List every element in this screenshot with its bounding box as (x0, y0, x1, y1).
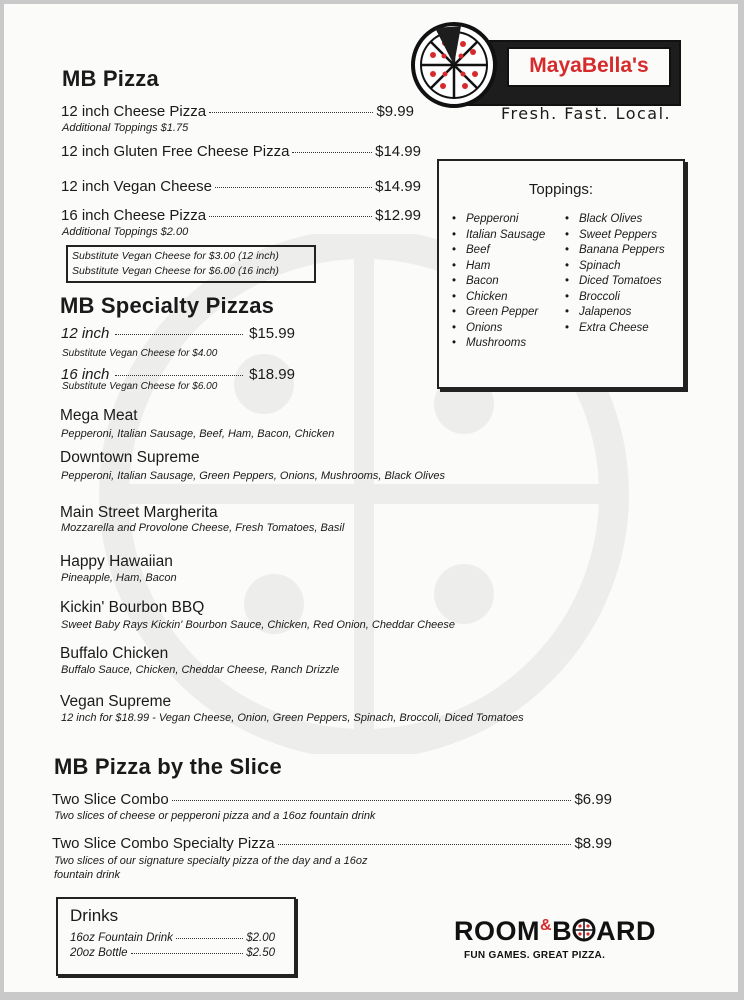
toppings-list-1 (452, 213, 545, 353)
topping: • Spinach (565, 260, 665, 276)
slice-item: Two Slice Combo $6.99 (52, 791, 612, 808)
menu-item: 12 inch Gluten Free Cheese Pizza $14.99 (61, 143, 421, 160)
logo-room: ROOM (454, 916, 540, 946)
pizza-logo-icon (411, 22, 497, 108)
slice-heading: MB Pizza by the Slice (54, 754, 282, 779)
logo-tagline: Fresh. Fast. Local. (501, 104, 672, 123)
item-note: Additional Toppings $2.00 (62, 226, 189, 238)
topping: • Banana Peppers (565, 244, 665, 260)
menu-sheet (4, 4, 738, 992)
substitute-box: Substitute Vegan Cheese for $3.00 (12 inch) Substitute Vegan Cheese for $6.00 (16 inch) (66, 245, 316, 283)
topping: • Italian Sausage (452, 229, 545, 245)
pizza-name: Vegan Supreme (60, 693, 172, 710)
pizza-desc: Mozzarella and Provolone Cheese, Fresh Tomatoes, Basil (61, 522, 345, 534)
drink-item: 16oz Fountain Drink $2.00 (70, 932, 275, 944)
topping: • Extra Cheese (565, 322, 665, 338)
topping: • Sweet Peppers (565, 229, 665, 245)
logo-amp: & (540, 917, 553, 934)
mayabellas-logo (409, 22, 681, 122)
logo-board-b: B (552, 916, 573, 946)
drink-item: 20oz Bottle $2.50 (70, 947, 275, 959)
pizza-name: Downtown Supreme (60, 449, 200, 466)
pizza-name: Buffalo Chicken (60, 645, 169, 662)
pizza-desc: Pepperoni, Italian Sausage, Green Peppers, Onions, Mushrooms, Black Olives (61, 470, 445, 482)
pizza-desc: Sweet Baby Rays Kickin' Bourbon Sauce, Chicken, Red Onion, Cheddar Cheese (61, 619, 456, 631)
logo-name: MayaBella's (529, 54, 649, 77)
drinks-heading: Drinks (70, 906, 119, 925)
size-row: 16 inch $18.99 (61, 366, 295, 383)
size-note: Substitute Vegan Cheese for $4.00 (62, 348, 218, 359)
pizza-desc: Pineapple, Ham, Bacon (61, 572, 177, 584)
size-row: 12 inch $15.99 (61, 325, 295, 342)
drinks-box (56, 897, 296, 976)
logo-board-rest: ARD (596, 916, 657, 946)
pizza-name: Mega Meat (60, 407, 138, 424)
room-board-logo (454, 916, 704, 966)
menu-item: 16 inch Cheese Pizza $12.99 (61, 207, 421, 224)
toppings-title: Toppings: (528, 181, 594, 198)
menu-item: 12 inch Vegan Cheese $14.99 (61, 178, 421, 195)
logo-tagline-rb: FUN GAMES. GREAT PIZZA. (464, 950, 606, 961)
topping: • Pepperoni (452, 213, 545, 229)
topping: • Mushrooms (452, 337, 545, 353)
specialty-heading: MB Specialty Pizzas (60, 293, 275, 318)
topping: • Bacon (452, 275, 545, 291)
slice-desc: Two slices of cheese or pepperoni pizza and a 16oz fountain drink (54, 810, 376, 822)
slice-item: Two Slice Combo Specialty Pizza $8.99 (52, 835, 612, 852)
pizza-name: Main Street Margherita (60, 504, 218, 521)
pizza-name: Happy Hawaiian (60, 553, 173, 570)
topping: • Ham (452, 260, 545, 276)
pizza-desc: 12 inch for $18.99 - Vegan Cheese, Onion, Green Peppers, Spinach, Broccoli, Diced Tomatoes (61, 712, 524, 724)
toppings-list-2 (565, 213, 665, 337)
pizza-desc: Buffalo Sauce, Chicken, Cheddar Cheese, Ranch Drizzle (61, 664, 340, 676)
pizza-o-icon (572, 918, 596, 942)
mb-pizza-heading: MB Pizza (62, 66, 159, 91)
topping: • Beef (452, 244, 545, 260)
topping: • Jalapenos (565, 306, 665, 322)
topping: • Chicken (452, 291, 545, 307)
item-note: Additional Toppings $1.75 (62, 122, 189, 134)
pizza-desc: Pepperoni, Italian Sausage, Beef, Ham, Bacon, Chicken (61, 428, 335, 440)
toppings-box (437, 159, 685, 389)
slice-desc: Two slices of our signature specialty pizza of the day and a 16oz (54, 855, 368, 867)
topping: • Broccoli (565, 291, 665, 307)
slice-desc: fountain drink (54, 869, 121, 881)
topping: • Onions (452, 322, 545, 338)
pizza-name: Kickin' Bourbon BBQ (60, 599, 205, 616)
topping: • Green Pepper (452, 306, 545, 322)
topping: • Diced Tomatoes (565, 275, 665, 291)
menu-item: 12 inch Cheese Pizza $9.99 (61, 103, 414, 120)
topping: • Black Olives (565, 213, 665, 229)
size-note: Substitute Vegan Cheese for $6.00 (62, 381, 218, 392)
